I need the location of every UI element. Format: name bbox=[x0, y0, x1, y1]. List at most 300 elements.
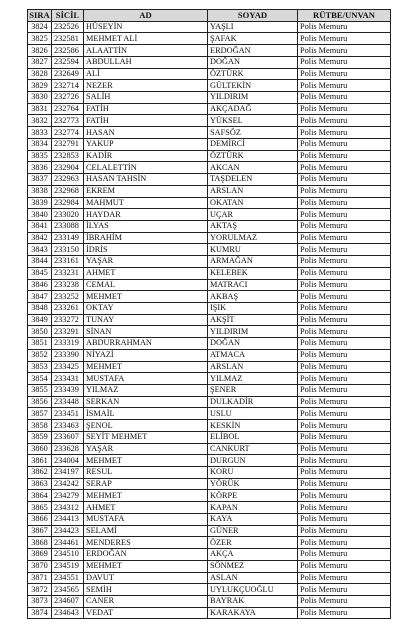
cell-rutbe: Polis Memuru bbox=[298, 244, 391, 256]
cell-rutbe: Polis Memuru bbox=[298, 92, 391, 104]
cell-sira: 3825 bbox=[28, 33, 52, 45]
cell-sira: 3848 bbox=[28, 302, 52, 314]
cell-rutbe: Polis Memuru bbox=[298, 185, 391, 197]
cell-sira: 3859 bbox=[28, 431, 52, 443]
cell-sira: 3840 bbox=[28, 209, 52, 221]
table-row bbox=[28, 45, 391, 57]
cell-sicil: 232649 bbox=[52, 68, 84, 80]
cell-ad: DAVUT bbox=[84, 572, 208, 584]
cell-rutbe: Polis Memuru bbox=[298, 314, 391, 326]
table-row bbox=[28, 502, 391, 514]
cell-sicil: 233261 bbox=[52, 302, 84, 314]
cell-soyad: KÖRPE bbox=[208, 490, 298, 502]
table-body bbox=[28, 21, 391, 619]
cell-ad: MEHMET bbox=[84, 291, 208, 303]
cell-sira: 3860 bbox=[28, 443, 52, 455]
cell-ad: SİNAN bbox=[84, 326, 208, 338]
cell-sicil: 233150 bbox=[52, 244, 84, 256]
cell-ad: ERDOĞAN bbox=[84, 549, 208, 561]
cell-sicil: 232984 bbox=[52, 197, 84, 209]
cell-sicil: 232773 bbox=[52, 115, 84, 127]
cell-sira: 3868 bbox=[28, 537, 52, 549]
cell-rutbe: Polis Memuru bbox=[298, 162, 391, 174]
cell-soyad: KESKİN bbox=[208, 420, 298, 432]
cell-sicil: 234423 bbox=[52, 525, 84, 537]
table-row bbox=[28, 138, 391, 150]
cell-rutbe: Polis Memuru bbox=[298, 326, 391, 338]
cell-soyad: ARSLAN bbox=[208, 185, 298, 197]
cell-sira: 3837 bbox=[28, 174, 52, 186]
cell-sicil: 233425 bbox=[52, 361, 84, 373]
cell-soyad: OKATAN bbox=[208, 197, 298, 209]
table-row bbox=[28, 549, 391, 561]
table-row bbox=[28, 396, 391, 408]
table-row bbox=[28, 115, 391, 127]
cell-rutbe: Polis Memuru bbox=[298, 549, 391, 561]
cell-sira: 3865 bbox=[28, 502, 52, 514]
cell-ad: CELALETTİN bbox=[84, 162, 208, 174]
cell-sicil: 233272 bbox=[52, 314, 84, 326]
cell-ad: MEHMET bbox=[84, 560, 208, 572]
table-row bbox=[28, 373, 391, 385]
table-row bbox=[28, 174, 391, 186]
cell-ad: MUSTAFA bbox=[84, 373, 208, 385]
table-row bbox=[28, 455, 391, 467]
cell-sicil: 234413 bbox=[52, 513, 84, 525]
cell-rutbe: Polis Memuru bbox=[298, 68, 391, 80]
cell-rutbe: Polis Memuru bbox=[298, 103, 391, 115]
table-row bbox=[28, 431, 391, 443]
cell-sira: 3832 bbox=[28, 115, 52, 127]
cell-sicil: 233607 bbox=[52, 431, 84, 443]
cell-soyad: AKÇA bbox=[208, 549, 298, 561]
table-row bbox=[28, 314, 391, 326]
cell-ad: MEHMET bbox=[84, 490, 208, 502]
cell-soyad: USLU bbox=[208, 408, 298, 420]
cell-ad: HÜSEYİN bbox=[84, 21, 208, 33]
cell-sicil: 234607 bbox=[52, 595, 84, 607]
cell-sira: 3830 bbox=[28, 92, 52, 104]
cell-soyad: YORULMAZ bbox=[208, 232, 298, 244]
cell-ad: EKREM bbox=[84, 185, 208, 197]
cell-sira: 3841 bbox=[28, 220, 52, 232]
cell-sira: 3870 bbox=[28, 560, 52, 572]
cell-soyad: KAYA bbox=[208, 513, 298, 525]
cell-sira: 3857 bbox=[28, 408, 52, 420]
cell-rutbe: Polis Memuru bbox=[298, 209, 391, 221]
cell-rutbe: Polis Memuru bbox=[298, 502, 391, 514]
cell-sira: 3864 bbox=[28, 490, 52, 502]
cell-rutbe: Polis Memuru bbox=[298, 267, 391, 279]
cell-sicil: 232726 bbox=[52, 92, 84, 104]
cell-rutbe: Polis Memuru bbox=[298, 443, 391, 455]
personnel-table bbox=[27, 9, 391, 619]
table-row bbox=[28, 420, 391, 432]
cell-ad: NİYAZİ bbox=[84, 349, 208, 361]
cell-sira: 3873 bbox=[28, 595, 52, 607]
cell-sicil: 232904 bbox=[52, 162, 84, 174]
cell-soyad: DEMİRCİ bbox=[208, 138, 298, 150]
cell-sira: 3845 bbox=[28, 267, 52, 279]
cell-soyad: YAŞLI bbox=[208, 21, 298, 33]
cell-ad: ŞENOL bbox=[84, 420, 208, 432]
cell-sira: 3863 bbox=[28, 478, 52, 490]
cell-soyad: YILDIRIM bbox=[208, 326, 298, 338]
cell-rutbe: Polis Memuru bbox=[298, 478, 391, 490]
cell-ad: VEDAT bbox=[84, 607, 208, 619]
header-row bbox=[28, 10, 391, 22]
cell-sira: 3824 bbox=[28, 21, 52, 33]
table-row bbox=[28, 267, 391, 279]
cell-soyad: DOĞAN bbox=[208, 56, 298, 68]
cell-soyad: ÖZER bbox=[208, 537, 298, 549]
header-ad: AD bbox=[84, 10, 208, 22]
cell-sira: 3867 bbox=[28, 525, 52, 537]
cell-sicil: 234643 bbox=[52, 607, 84, 619]
cell-rutbe: Polis Memuru bbox=[298, 232, 391, 244]
cell-rutbe: Polis Memuru bbox=[298, 174, 391, 186]
cell-sira: 3854 bbox=[28, 373, 52, 385]
cell-rutbe: Polis Memuru bbox=[298, 291, 391, 303]
table-row bbox=[28, 21, 391, 33]
cell-ad: İDRİS bbox=[84, 244, 208, 256]
cell-ad: HASAN bbox=[84, 127, 208, 139]
cell-sira: 3856 bbox=[28, 396, 52, 408]
cell-sicil: 232586 bbox=[52, 45, 84, 57]
cell-sira: 3829 bbox=[28, 80, 52, 92]
cell-rutbe: Polis Memuru bbox=[298, 525, 391, 537]
cell-sira: 3871 bbox=[28, 572, 52, 584]
cell-soyad: SÖNMEZ bbox=[208, 560, 298, 572]
cell-soyad: UYLUKÇUOĞLU bbox=[208, 584, 298, 596]
cell-soyad: ARSLAN bbox=[208, 361, 298, 373]
cell-ad: CANER bbox=[84, 595, 208, 607]
cell-sira: 3872 bbox=[28, 584, 52, 596]
table-row bbox=[28, 256, 391, 268]
cell-ad: SERKAN bbox=[84, 396, 208, 408]
cell-sira: 3843 bbox=[28, 244, 52, 256]
cell-ad: MEHMET bbox=[84, 361, 208, 373]
cell-sicil: 232594 bbox=[52, 56, 84, 68]
cell-soyad: AKTAŞ bbox=[208, 220, 298, 232]
cell-soyad: YILDIRIM bbox=[208, 92, 298, 104]
table-row bbox=[28, 244, 391, 256]
cell-ad: YILMAZ bbox=[84, 385, 208, 397]
table-row bbox=[28, 385, 391, 397]
cell-sicil: 232963 bbox=[52, 174, 84, 186]
cell-rutbe: Polis Memuru bbox=[298, 56, 391, 68]
cell-soyad: ARMAĞAN bbox=[208, 256, 298, 268]
cell-rutbe: Polis Memuru bbox=[298, 490, 391, 502]
cell-rutbe: Polis Memuru bbox=[298, 607, 391, 619]
table-row bbox=[28, 537, 391, 549]
cell-ad: RESUL bbox=[84, 467, 208, 479]
cell-soyad: ÖZTÜRK bbox=[208, 150, 298, 162]
cell-soyad: AKBAŞ bbox=[208, 291, 298, 303]
table-row bbox=[28, 33, 391, 45]
cell-sira: 3850 bbox=[28, 326, 52, 338]
cell-ad: YAKUP bbox=[84, 138, 208, 150]
cell-rutbe: Polis Memuru bbox=[298, 338, 391, 350]
cell-sicil: 233291 bbox=[52, 326, 84, 338]
cell-soyad: ÖZTÜRK bbox=[208, 68, 298, 80]
table-row bbox=[28, 56, 391, 68]
table-row bbox=[28, 220, 391, 232]
table-row bbox=[28, 279, 391, 291]
table-row bbox=[28, 127, 391, 139]
cell-sira: 3836 bbox=[28, 162, 52, 174]
cell-sicil: 233431 bbox=[52, 373, 84, 385]
cell-soyad: GÜLTEKİN bbox=[208, 80, 298, 92]
cell-sira: 3842 bbox=[28, 232, 52, 244]
cell-sicil: 233628 bbox=[52, 443, 84, 455]
cell-soyad: KORU bbox=[208, 467, 298, 479]
cell-rutbe: Polis Memuru bbox=[298, 45, 391, 57]
cell-rutbe: Polis Memuru bbox=[298, 138, 391, 150]
table-row bbox=[28, 443, 391, 455]
table-row bbox=[28, 349, 391, 361]
cell-ad: TUNAY bbox=[84, 314, 208, 326]
cell-ad: SEMİH bbox=[84, 584, 208, 596]
cell-soyad: YILMAZ bbox=[208, 373, 298, 385]
cell-sicil: 233149 bbox=[52, 232, 84, 244]
cell-sicil: 234312 bbox=[52, 502, 84, 514]
cell-sira: 3869 bbox=[28, 549, 52, 561]
cell-soyad: TAŞDELEN bbox=[208, 174, 298, 186]
cell-sira: 3847 bbox=[28, 291, 52, 303]
cell-soyad: SAFSÖZ bbox=[208, 127, 298, 139]
cell-ad: AHMET bbox=[84, 502, 208, 514]
cell-sira: 3846 bbox=[28, 279, 52, 291]
cell-sicil: 232526 bbox=[52, 21, 84, 33]
table-row bbox=[28, 326, 391, 338]
cell-soyad: GÜNER bbox=[208, 525, 298, 537]
cell-rutbe: Polis Memuru bbox=[298, 349, 391, 361]
cell-ad: MUSTAFA bbox=[84, 513, 208, 525]
cell-ad: YAŞAR bbox=[84, 256, 208, 268]
cell-soyad: AKŞİT bbox=[208, 314, 298, 326]
cell-ad: ABDULLAH bbox=[84, 56, 208, 68]
cell-rutbe: Polis Memuru bbox=[298, 420, 391, 432]
header-soyad: SOYAD bbox=[208, 10, 298, 22]
cell-sicil: 234197 bbox=[52, 467, 84, 479]
cell-ad: CEMAL bbox=[84, 279, 208, 291]
cell-sira: 3858 bbox=[28, 420, 52, 432]
cell-soyad: DULKADİR bbox=[208, 396, 298, 408]
header-rutbe: RÜTBE/UNVAN bbox=[298, 10, 391, 22]
cell-ad: FATİH bbox=[84, 115, 208, 127]
table-row bbox=[28, 467, 391, 479]
cell-sira: 3838 bbox=[28, 185, 52, 197]
cell-soyad: ATMACA bbox=[208, 349, 298, 361]
cell-rutbe: Polis Memuru bbox=[298, 220, 391, 232]
cell-sicil: 234461 bbox=[52, 537, 84, 549]
table-row bbox=[28, 595, 391, 607]
table-row bbox=[28, 408, 391, 420]
cell-sira: 3861 bbox=[28, 455, 52, 467]
table-row bbox=[28, 490, 391, 502]
cell-rutbe: Polis Memuru bbox=[298, 197, 391, 209]
table-row bbox=[28, 361, 391, 373]
cell-ad: ALAATTİN bbox=[84, 45, 208, 57]
table-row bbox=[28, 572, 391, 584]
cell-sira: 3835 bbox=[28, 150, 52, 162]
cell-ad: OKTAY bbox=[84, 302, 208, 314]
cell-soyad: YÖRÜK bbox=[208, 478, 298, 490]
cell-sicil: 233088 bbox=[52, 220, 84, 232]
cell-sira: 3844 bbox=[28, 256, 52, 268]
cell-ad: KADİR bbox=[84, 150, 208, 162]
cell-soyad: KELEBEK bbox=[208, 267, 298, 279]
cell-rutbe: Polis Memuru bbox=[298, 513, 391, 525]
cell-rutbe: Polis Memuru bbox=[298, 584, 391, 596]
cell-ad: NEZER bbox=[84, 80, 208, 92]
cell-ad: MEHMET bbox=[84, 455, 208, 467]
cell-ad: SERAP bbox=[84, 478, 208, 490]
cell-sira: 3855 bbox=[28, 385, 52, 397]
cell-ad: MENDERES bbox=[84, 537, 208, 549]
cell-rutbe: Polis Memuru bbox=[298, 21, 391, 33]
cell-soyad: YÜKSEL bbox=[208, 115, 298, 127]
cell-rutbe: Polis Memuru bbox=[298, 467, 391, 479]
table-row bbox=[28, 478, 391, 490]
cell-rutbe: Polis Memuru bbox=[298, 396, 391, 408]
cell-ad: YAŞAR bbox=[84, 443, 208, 455]
cell-sicil: 233161 bbox=[52, 256, 84, 268]
table-row bbox=[28, 162, 391, 174]
table-row bbox=[28, 232, 391, 244]
table-row bbox=[28, 197, 391, 209]
table-row bbox=[28, 584, 391, 596]
cell-ad: İLYAS bbox=[84, 220, 208, 232]
cell-ad: ABDURRAHMAN bbox=[84, 338, 208, 350]
cell-sira: 3826 bbox=[28, 45, 52, 57]
cell-ad: AHMET bbox=[84, 267, 208, 279]
cell-ad: MAHMUT bbox=[84, 197, 208, 209]
cell-ad: İSMAİL bbox=[84, 408, 208, 420]
cell-soyad: UÇAR bbox=[208, 209, 298, 221]
personnel-list-document bbox=[27, 9, 390, 619]
table-row bbox=[28, 80, 391, 92]
cell-sicil: 234565 bbox=[52, 584, 84, 596]
cell-rutbe: Polis Memuru bbox=[298, 127, 391, 139]
cell-sicil: 232764 bbox=[52, 103, 84, 115]
cell-soyad: DURGUN bbox=[208, 455, 298, 467]
cell-soyad: ASLAN bbox=[208, 572, 298, 584]
cell-sicil: 232581 bbox=[52, 33, 84, 45]
cell-sicil: 232714 bbox=[52, 80, 84, 92]
cell-rutbe: Polis Memuru bbox=[298, 431, 391, 443]
cell-soyad: ERDOĞAN bbox=[208, 45, 298, 57]
table-row bbox=[28, 607, 391, 619]
cell-soyad: ELİBOL bbox=[208, 431, 298, 443]
table-row bbox=[28, 103, 391, 115]
cell-sicil: 233448 bbox=[52, 396, 84, 408]
cell-ad: ALİ bbox=[84, 68, 208, 80]
cell-rutbe: Polis Memuru bbox=[298, 408, 391, 420]
cell-sira: 3851 bbox=[28, 338, 52, 350]
cell-ad: HAYDAR bbox=[84, 209, 208, 221]
table-row bbox=[28, 185, 391, 197]
cell-sicil: 233319 bbox=[52, 338, 84, 350]
cell-ad: FATİH bbox=[84, 103, 208, 115]
cell-soyad: BAYRAK bbox=[208, 595, 298, 607]
table-row bbox=[28, 302, 391, 314]
header-sicil: SİCİL bbox=[52, 10, 84, 22]
cell-sicil: 233439 bbox=[52, 385, 84, 397]
cell-sira: 3849 bbox=[28, 314, 52, 326]
cell-rutbe: Polis Memuru bbox=[298, 33, 391, 45]
cell-sira: 3866 bbox=[28, 513, 52, 525]
cell-soyad: MATRACI bbox=[208, 279, 298, 291]
cell-sicil: 232791 bbox=[52, 138, 84, 150]
cell-sicil: 234519 bbox=[52, 560, 84, 572]
cell-sira: 3831 bbox=[28, 103, 52, 115]
cell-sicil: 233238 bbox=[52, 279, 84, 291]
cell-rutbe: Polis Memuru bbox=[298, 560, 391, 572]
table-row bbox=[28, 513, 391, 525]
cell-rutbe: Polis Memuru bbox=[298, 385, 391, 397]
cell-rutbe: Polis Memuru bbox=[298, 455, 391, 467]
cell-rutbe: Polis Memuru bbox=[298, 302, 391, 314]
cell-sicil: 234510 bbox=[52, 549, 84, 561]
table-row bbox=[28, 338, 391, 350]
cell-ad: SALİH bbox=[84, 92, 208, 104]
cell-ad: SELAMİ bbox=[84, 525, 208, 537]
table-row bbox=[28, 209, 391, 221]
cell-soyad: AKÇADAĞ bbox=[208, 103, 298, 115]
cell-ad: SEYİT MEHMET bbox=[84, 431, 208, 443]
cell-soyad: ŞAFAK bbox=[208, 33, 298, 45]
cell-soyad: ŞENER bbox=[208, 385, 298, 397]
cell-sicil: 232774 bbox=[52, 127, 84, 139]
cell-rutbe: Polis Memuru bbox=[298, 279, 391, 291]
table-row bbox=[28, 68, 391, 80]
cell-sira: 3827 bbox=[28, 56, 52, 68]
cell-sira: 3852 bbox=[28, 349, 52, 361]
cell-sicil: 233020 bbox=[52, 209, 84, 221]
cell-sicil: 233390 bbox=[52, 349, 84, 361]
cell-rutbe: Polis Memuru bbox=[298, 256, 391, 268]
cell-sicil: 234551 bbox=[52, 572, 84, 584]
cell-sicil: 233451 bbox=[52, 408, 84, 420]
table-header bbox=[28, 10, 391, 22]
cell-soyad: CANKURT bbox=[208, 443, 298, 455]
cell-ad: İBRAHİM bbox=[84, 232, 208, 244]
cell-rutbe: Polis Memuru bbox=[298, 595, 391, 607]
table-row bbox=[28, 92, 391, 104]
cell-sira: 3874 bbox=[28, 607, 52, 619]
cell-sicil: 232968 bbox=[52, 185, 84, 197]
table-row bbox=[28, 150, 391, 162]
cell-sicil: 234242 bbox=[52, 478, 84, 490]
cell-rutbe: Polis Memuru bbox=[298, 572, 391, 584]
cell-sicil: 233231 bbox=[52, 267, 84, 279]
cell-soyad: IŞIK bbox=[208, 302, 298, 314]
cell-soyad: DOĞAN bbox=[208, 338, 298, 350]
cell-sira: 3839 bbox=[28, 197, 52, 209]
cell-soyad: KUMRU bbox=[208, 244, 298, 256]
cell-sira: 3833 bbox=[28, 127, 52, 139]
cell-rutbe: Polis Memuru bbox=[298, 115, 391, 127]
table-row bbox=[28, 560, 391, 572]
cell-ad: MEHMET ALİ bbox=[84, 33, 208, 45]
cell-soyad: KAPAN bbox=[208, 502, 298, 514]
cell-rutbe: Polis Memuru bbox=[298, 537, 391, 549]
cell-soyad: AKCAN bbox=[208, 162, 298, 174]
table-row bbox=[28, 525, 391, 537]
cell-sicil: 234279 bbox=[52, 490, 84, 502]
